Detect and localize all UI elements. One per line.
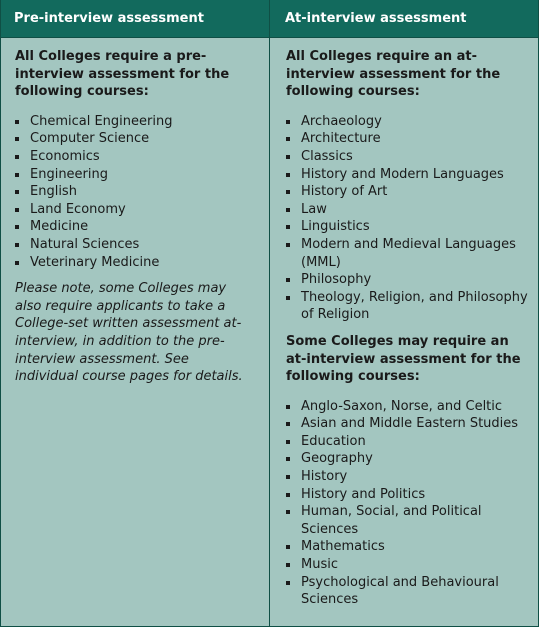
list-item: Classics [286, 148, 530, 166]
list-item: Architecture [286, 130, 530, 148]
list-item: Economics [15, 148, 255, 166]
list-item: Human, Social, and Political Sciences [286, 503, 530, 538]
list-item: Philosophy [286, 271, 530, 289]
at-interview-required-list [286, 113, 530, 324]
list-item: History [286, 468, 530, 486]
list-item: Linguistics [286, 218, 530, 236]
at-interview-optional-list [286, 398, 530, 609]
list-item: Modern and Medieval Languages (MML) [286, 236, 530, 271]
list-item: Music [286, 556, 530, 574]
at-interview-column [270, 0, 538, 626]
list-item: Veterinary Medicine [15, 254, 255, 272]
list-item: Chemical Engineering [15, 113, 255, 131]
list-item: History of Art [286, 183, 530, 201]
list-item: Education [286, 433, 530, 451]
list-item: Medicine [15, 218, 255, 236]
pre-interview-lead: All Colleges require a pre-interview assessment for the following courses: [15, 49, 230, 100]
list-item: History and Modern Languages [286, 166, 530, 184]
pre-interview-column [1, 0, 270, 626]
list-item: Law [286, 201, 530, 219]
list-item: Engineering [15, 166, 255, 184]
list-item: Psychological and Behavioural Sciences [286, 574, 530, 609]
list-item: Geography [286, 450, 530, 468]
list-item: Mathematics [286, 538, 530, 556]
pre-interview-note: Please note, some Colleges may also require applicants to take a College-set written assessment at-interview, in addition to the pre-interview assessment. See individual course pages for details. [15, 281, 243, 385]
pre-interview-header: Pre-interview assessment [1, 0, 269, 38]
pre-interview-body [1, 38, 269, 386]
list-item: Theology, Religion, and Philosophy of Religion [286, 289, 530, 324]
pre-interview-course-list [15, 113, 255, 271]
list-item: Anglo-Saxon, Norse, and Celtic [286, 398, 530, 416]
list-item: Natural Sciences [15, 236, 255, 254]
list-item: English [15, 183, 255, 201]
list-item: Computer Science [15, 130, 255, 148]
list-item: History and Politics [286, 486, 530, 504]
at-interview-header: At-interview assessment [270, 0, 538, 38]
at-interview-optional-lead: Some Colleges may require an at-interview assessment for the following courses: [286, 333, 521, 385]
list-item: Asian and Middle Eastern Studies [286, 415, 530, 433]
at-interview-lead: All Colleges require an at-interview assessment for the following courses: [286, 49, 501, 100]
list-item: Archaeology [286, 113, 530, 131]
list-item: Land Economy [15, 201, 255, 219]
at-interview-body [270, 38, 538, 618]
